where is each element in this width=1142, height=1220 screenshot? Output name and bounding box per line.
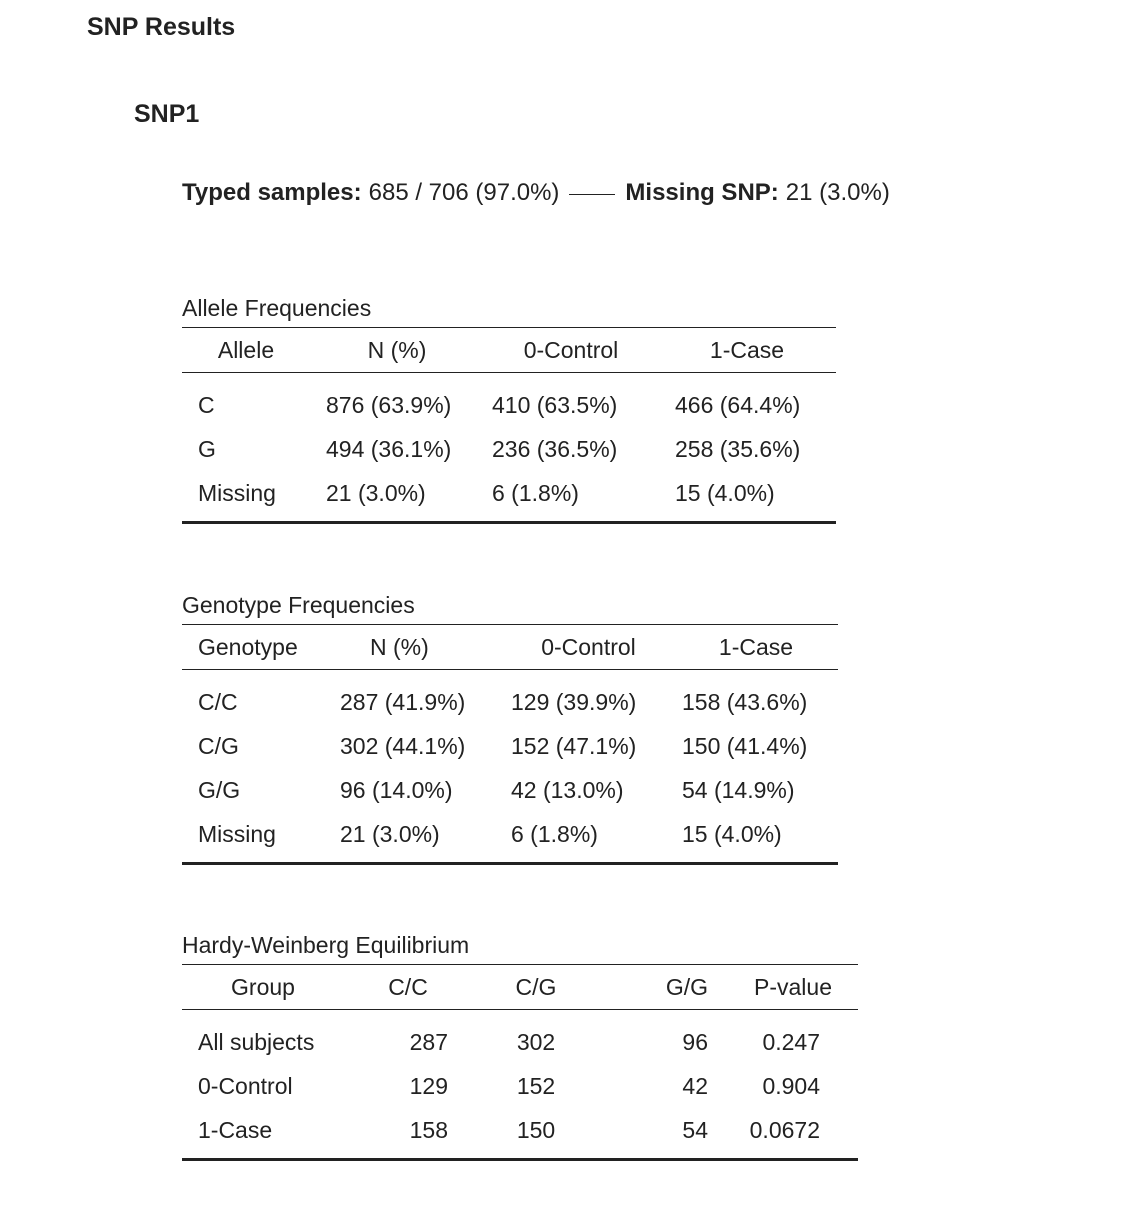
column-header: 0-Control: [503, 625, 674, 670]
table-cell: 152 (47.1%): [511, 732, 637, 759]
table-cell: 54: [600, 1108, 728, 1160]
table-cell: 876 (63.9%): [326, 391, 452, 418]
genotype-frequencies-table: [182, 624, 838, 865]
column-header: P-value: [728, 965, 858, 1010]
table-cell: 287 (41.9%): [340, 688, 466, 715]
table-cell: C/C: [198, 688, 238, 715]
missing-snp-value: 21 (3.0%): [785, 179, 890, 206]
table-row: [182, 383, 836, 427]
table-header-row: [182, 328, 836, 373]
column-header: Allele: [182, 328, 310, 373]
hwe-table: [182, 964, 858, 1161]
missing-snp-label: Missing SNP:: [625, 179, 779, 206]
table-cell: 150: [472, 1108, 600, 1160]
table-cell: 21 (3.0%): [332, 812, 503, 864]
table-cell: 96 (14.0%): [340, 776, 453, 803]
table-cell: C: [198, 391, 215, 418]
column-header: 1-Case: [658, 328, 836, 373]
table-cell: 6 (1.8%): [484, 471, 658, 523]
table-row: [182, 471, 836, 523]
table-cell: 158: [344, 1108, 472, 1160]
table-cell: 0.247: [762, 1028, 820, 1055]
table-row: [182, 427, 836, 471]
table-cell: 21 (3.0%): [310, 471, 484, 523]
table-cell: 15 (4.0%): [674, 812, 838, 864]
hwe-section: [182, 930, 858, 1161]
table-cell: 0.0672: [728, 1108, 858, 1160]
page-title: SNP Results: [87, 13, 236, 41]
snp-summary: [182, 179, 890, 207]
table-cell: Missing: [182, 812, 332, 864]
table-row: [182, 1064, 858, 1108]
table-cell: 0.904: [762, 1072, 820, 1099]
column-header: Group: [182, 965, 344, 1010]
table-cell: 42 (13.0%): [511, 776, 624, 803]
genotype-frequencies-section: [182, 590, 838, 865]
table-cell: 42: [682, 1072, 708, 1099]
typed-samples-label: Typed samples:: [182, 179, 362, 206]
allele-frequencies-section: [182, 293, 836, 524]
column-header: C/G: [472, 965, 600, 1010]
table-row: [182, 812, 838, 864]
table-header-row: [182, 965, 858, 1010]
table-row: [182, 680, 838, 724]
table-cell: 96: [682, 1028, 708, 1055]
allele-table-caption: Allele Frequencies: [182, 295, 372, 321]
typed-samples-value: 685 / 706 (97.0%): [368, 179, 560, 206]
allele-frequencies-table: [182, 327, 836, 524]
column-header: C/C: [344, 965, 472, 1010]
summary-separator: [569, 194, 615, 195]
table-cell: 258 (35.6%): [675, 435, 801, 462]
genotype-table-caption: Genotype Frequencies: [182, 592, 415, 618]
snp-heading: SNP1: [134, 100, 200, 128]
table-cell: 287: [409, 1028, 448, 1055]
column-header: N (%): [332, 625, 503, 670]
table-cell: 54 (14.9%): [682, 776, 795, 803]
column-header: G/G: [600, 965, 728, 1010]
table-cell: 494 (36.1%): [326, 435, 452, 462]
table-cell: 15 (4.0%): [658, 471, 836, 523]
column-header: N (%): [310, 328, 484, 373]
table-row: [182, 1020, 858, 1064]
column-header: 0-Control: [484, 328, 658, 373]
table-cell: 0-Control: [198, 1072, 293, 1099]
hwe-table-caption: Hardy-Weinberg Equilibrium: [182, 932, 470, 958]
table-cell: 158 (43.6%): [682, 688, 808, 715]
table-cell: 152: [516, 1072, 556, 1099]
table-cell: G/G: [198, 776, 241, 803]
column-header: 1-Case: [674, 625, 838, 670]
table-cell: 302 (44.1%): [340, 732, 466, 759]
table-cell: 129 (39.9%): [511, 688, 637, 715]
table-cell: G: [198, 435, 216, 462]
table-cell: 129: [409, 1072, 448, 1099]
table-row: [182, 724, 838, 768]
table-cell: 236 (36.5%): [492, 435, 618, 462]
table-cell: 410 (63.5%): [492, 391, 618, 418]
table-row: [182, 768, 838, 812]
table-cell: 150 (41.4%): [682, 732, 808, 759]
table-cell: 302: [516, 1028, 556, 1055]
table-cell: 6 (1.8%): [503, 812, 674, 864]
table-cell: Missing: [182, 471, 310, 523]
column-header: Genotype: [182, 625, 332, 670]
table-cell: All subjects: [198, 1028, 315, 1055]
table-cell: C/G: [198, 732, 239, 759]
table-header-row: [182, 625, 838, 670]
table-cell: 466 (64.4%): [675, 391, 801, 418]
table-row: [182, 1108, 858, 1160]
table-cell: 1-Case: [182, 1108, 344, 1160]
